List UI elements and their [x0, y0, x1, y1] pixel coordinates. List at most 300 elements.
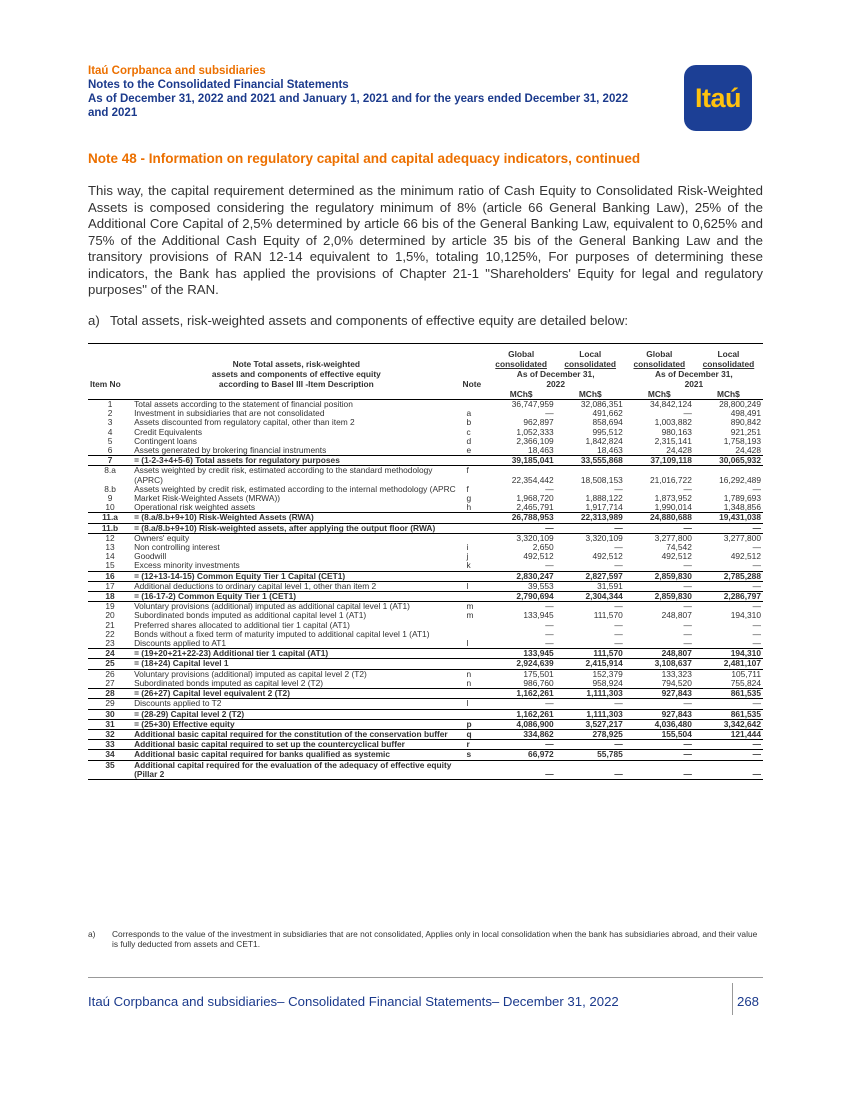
value-cell: 861,535 [694, 689, 763, 699]
note-title: Note 48 - Information on regulatory capital and capital adequacy indicators, continued [88, 151, 641, 166]
value-cell: 133,945 [523, 610, 554, 621]
item-description: = (28-29) Capital level 2 (T2) [132, 709, 460, 719]
item-number: 28 [88, 689, 132, 699]
item-note: m [466, 601, 474, 612]
item-number: 13 [105, 542, 115, 553]
value-cell: 3,108,637 [625, 659, 694, 669]
col3-header-a: Global [646, 349, 673, 359]
value-cell: 111,570 [556, 649, 625, 659]
value-cell: 958,924 [556, 679, 625, 689]
value-cell: 2,827,597 [556, 571, 625, 581]
col1-header-b: consolidated [495, 359, 547, 369]
item-description: Subordinated bonds imputed as capital level 2 (T2) [132, 679, 460, 689]
value-cell: 22,313,989 [556, 513, 625, 523]
value-cell: — [625, 523, 694, 533]
col2-header-a: Local [579, 349, 602, 359]
value-cell: — [625, 699, 694, 709]
value-cell: 3,320,109 [585, 532, 623, 543]
value-cell: — [487, 523, 556, 533]
value-cell: — [545, 628, 554, 639]
value-cell: 334,862 [487, 729, 556, 739]
item-note [461, 571, 487, 581]
item-note: j [466, 551, 469, 562]
item-description: = (8.a/8.b+9+10) Risk-Weighted Assets (RWA) [132, 513, 460, 523]
item-note: q [461, 729, 487, 739]
value-cell: 3,527,217 [556, 719, 625, 729]
value-cell: 1,758,193 [723, 435, 761, 446]
value-cell: — [487, 639, 556, 649]
item-number: 5 [107, 435, 113, 446]
item-number: 29 [88, 699, 132, 709]
item-note [461, 630, 487, 639]
itau-logo [684, 65, 752, 131]
item-number: 14 [105, 551, 115, 562]
item-number: 31 [88, 719, 132, 729]
value-cell: 491,662 [592, 408, 623, 419]
item-note [461, 709, 487, 719]
item-no-header: Item No [90, 379, 121, 389]
page-number: 268 [737, 994, 760, 1009]
header-period-cont: and 2021 [88, 107, 138, 119]
item-note: f [466, 465, 469, 476]
value-cell: — [752, 542, 761, 553]
item-number: 25 [88, 659, 132, 669]
table-row [88, 719, 763, 729]
value-cell: 3,277,800 [723, 532, 761, 543]
value-cell: 278,925 [556, 729, 625, 739]
value-cell: 1,873,952 [654, 493, 692, 504]
value-cell: — [614, 628, 623, 639]
capital-table-container [88, 343, 763, 780]
header-subtitle: Notes to the Consolidated Financial Statements [88, 79, 349, 91]
item-note: b [466, 417, 472, 428]
item-note: l [461, 639, 487, 649]
table-row [88, 581, 763, 591]
value-cell: 19,431,038 [694, 513, 763, 523]
value-cell: 2,785,288 [694, 571, 763, 581]
table-row [88, 760, 763, 779]
item-description: Additional basic capital required for the constitution of the conservation buffer [132, 729, 460, 739]
desc-header-l1: Note Total assets, risk-weighted [132, 344, 460, 370]
item-number: 11.a [88, 513, 132, 523]
value-cell: 152,379 [592, 668, 623, 679]
table-row [88, 709, 763, 719]
item-note [461, 533, 487, 543]
col2-header-b: consolidated [564, 359, 617, 369]
value-cell: 32,086,351 [580, 399, 623, 409]
value-cell: 2,859,830 [625, 592, 694, 602]
item-note [461, 513, 487, 523]
value-cell: — [683, 619, 692, 630]
table-row [88, 649, 763, 659]
item-note [461, 659, 487, 669]
item-description: Additional capital required for the evaluation of the adequacy of effective equity (Pillar 2 [132, 760, 460, 779]
body-paragraph: This way, the capital requirement determined as the minimum ratio of Cash Equity to Consolidated Risk-Weighted Assets is composed considering the regulatory minimum of 8% (article 66 General Banking Law), 25% of the Additional Core Capital of 2,5% determined by article 66 bis of the General Banking Law, equivalent to 0,625% and 75% of the Additional Cash Equity of 2,0% determined by article 35 bis of the General Banking Law and the transitory provisions of RAN 12-14 equivalent to 1,5%, totaling 10,125%, For purposes of determining these indicators, the Bank has applied the provisions of Chapter 21-1 "Shareholders' Equity for legal and regulatory purposes" of the RAN. [88, 183, 763, 297]
item-description: Assets generated by brokering financial instruments [132, 446, 460, 456]
value-cell: 492,512 [592, 551, 623, 562]
table-row [88, 592, 763, 602]
value-cell: — [683, 628, 692, 639]
value-cell: — [683, 601, 692, 612]
value-cell: 794,520 [625, 679, 694, 689]
value-cell: — [694, 523, 763, 533]
value-cell: — [625, 639, 694, 649]
value-cell: 1,162,261 [487, 709, 556, 719]
value-cell: 2,790,694 [487, 592, 556, 602]
value-cell: — [625, 750, 694, 760]
item-note: c [466, 426, 471, 437]
value-cell: — [694, 760, 763, 779]
value-cell: 22,354,442 [511, 474, 554, 485]
item-number: 21 [105, 619, 115, 630]
item-description: Total assets according to the statement of financial position [134, 399, 353, 409]
value-cell: 30,065,932 [694, 456, 763, 466]
item-number: 26 [105, 668, 115, 679]
item-description: Non controlling interest [134, 542, 220, 553]
value-cell: 34,842,124 [649, 399, 692, 409]
unit-col3: MCh$ [625, 389, 694, 400]
item-number: 32 [88, 729, 132, 739]
value-cell: — [545, 408, 554, 419]
item-number: 1 [107, 399, 113, 409]
item-description: Discounts applied to AT1 [132, 639, 460, 649]
value-cell: 66,972 [487, 750, 556, 760]
item-number: 23 [88, 639, 132, 649]
value-cell: 1,052,333 [516, 426, 554, 437]
table-row [88, 571, 763, 581]
value-cell: 2,465,791 [487, 503, 556, 513]
value-cell: 21,016,722 [649, 474, 692, 485]
item-description: Preferred shares allocated to additional tier 1 capital (AT1) [134, 619, 350, 630]
value-cell: — [487, 699, 556, 709]
item-number: 10 [88, 503, 132, 513]
item-description: Discounts applied to T2 [132, 699, 460, 709]
value-cell: — [752, 619, 761, 630]
item-description: Market Risk-Weighted Assets (MRWA)) [134, 493, 281, 504]
value-cell: 2,315,141 [654, 435, 692, 446]
value-cell: — [556, 639, 625, 649]
item-note [461, 456, 487, 466]
col1-header-a: Global [508, 349, 535, 359]
item-description: = (1-2-3+4+5-6) Total assets for regulatory purposes [132, 456, 460, 466]
value-cell: — [614, 542, 623, 553]
item-number: 27 [88, 679, 132, 689]
table-row [88, 659, 763, 669]
value-cell: 31,591 [556, 581, 625, 591]
value-cell: 194,310 [730, 610, 761, 621]
value-cell: 861,535 [694, 709, 763, 719]
table-row [88, 456, 763, 466]
value-cell: 1,990,014 [625, 503, 694, 513]
item-number: 22 [105, 628, 115, 639]
item-description: Additional basic capital required to set up the countercyclical buffer [132, 740, 460, 750]
item-note [461, 523, 487, 533]
value-cell: 24,428 [694, 446, 763, 456]
value-cell: — [694, 750, 763, 760]
value-cell: 858,694 [592, 417, 623, 428]
item-description: Credit Equivalents [134, 426, 203, 437]
item-number: 17 [88, 581, 132, 591]
footer-divider [88, 977, 763, 978]
item-description: Voluntary provisions (additional) imputed as capital level 2 (T2) [134, 668, 367, 679]
item-description: Investment in subsidiaries that are not consolidated [134, 408, 325, 419]
intro-text: Total assets, risk-weighted assets and components of effective equity are detailed below: [110, 313, 629, 328]
value-cell: — [614, 619, 623, 630]
value-cell: 133,323 [661, 668, 692, 679]
table-row [88, 750, 763, 760]
value-cell: — [683, 408, 692, 419]
item-description: Owners' equity [134, 532, 190, 543]
value-cell: 33,555,868 [556, 456, 625, 466]
item-note: h [461, 503, 487, 513]
item-number: 15 [88, 561, 132, 571]
capital-table-body [88, 400, 763, 780]
item-note: a [466, 408, 472, 419]
value-cell: 4,036,480 [625, 719, 694, 729]
value-cell: 980,163 [661, 426, 692, 437]
footer-separator [732, 983, 733, 1015]
table-row [88, 699, 763, 709]
value-cell: — [545, 619, 554, 630]
value-cell: 2,830,247 [487, 571, 556, 581]
value-cell: 248,807 [661, 610, 692, 621]
value-cell: 4,086,900 [487, 719, 556, 729]
value-cell: 1,348,856 [694, 503, 763, 513]
item-note: l [461, 699, 487, 709]
value-cell: 1,789,693 [723, 493, 761, 504]
table-row [88, 513, 763, 523]
value-cell: 3,277,800 [654, 532, 692, 543]
item-note: k [461, 561, 487, 571]
table-row [88, 740, 763, 750]
value-cell: — [694, 639, 763, 649]
value-cell: — [487, 740, 556, 750]
value-cell: — [694, 581, 763, 591]
value-cell: 37,109,118 [625, 456, 694, 466]
item-number: 30 [88, 709, 132, 719]
value-cell: 18,508,153 [580, 474, 623, 485]
item-number: 7 [88, 456, 132, 466]
item-note: i [466, 542, 469, 553]
item-number: 24 [88, 649, 132, 659]
item-description: = (12+13-14-15) Common Equity Tier 1 Capital (CET1) [132, 571, 460, 581]
value-cell: 492,512 [523, 551, 554, 562]
item-description: = (26+27) Capital level equivalent 2 (T2) [132, 689, 460, 699]
value-cell: 2,286,797 [694, 592, 763, 602]
item-number: 35 [88, 760, 132, 779]
value-cell: 24,880,688 [625, 513, 694, 523]
value-cell: 1,842,824 [585, 435, 623, 446]
footnote [88, 929, 763, 949]
value-cell: 1,111,303 [556, 709, 625, 719]
value-cell: 1,111,303 [556, 689, 625, 699]
item-note: d [466, 435, 472, 446]
unit-col2: MCh$ [556, 389, 625, 400]
value-cell: 175,501 [523, 668, 554, 679]
item-number: 16 [88, 571, 132, 581]
value-cell: 1,162,261 [487, 689, 556, 699]
value-cell: 111,570 [593, 610, 623, 621]
value-cell: 927,843 [625, 709, 694, 719]
value-cell: 105,711 [731, 668, 761, 679]
item-note [461, 621, 487, 630]
value-cell: 36,747,959 [511, 399, 554, 409]
value-cell: 248,807 [625, 649, 694, 659]
table-row [88, 466, 763, 485]
note-header: Note [462, 379, 482, 389]
col4-header-b: consolidated [702, 359, 755, 369]
value-cell: 2,304,344 [556, 592, 625, 602]
item-number: 4 [107, 426, 113, 437]
value-cell: — [556, 561, 625, 571]
capital-table [88, 343, 763, 780]
value-cell: 3,342,642 [694, 719, 763, 729]
item-note: s [461, 750, 487, 760]
item-number: 6 [88, 446, 132, 456]
item-number: 2 [107, 408, 113, 419]
value-cell: — [556, 699, 625, 709]
value-cell: — [487, 760, 556, 779]
item-description: Additional deductions to ordinary capital level 1, other than item 2 [132, 581, 460, 591]
value-cell: 1,003,882 [654, 417, 692, 428]
value-cell: 39,553 [487, 581, 556, 591]
item-note: m [466, 610, 474, 621]
value-cell: 1,917,714 [556, 503, 625, 513]
value-cell: 2,650 [532, 542, 554, 553]
value-cell: 2,366,109 [516, 435, 554, 446]
item-number: 8.a [104, 465, 116, 476]
item-description: = (8.a/8.b+9+10) Risk-weighted assets, after applying the output floor (RWA) [132, 523, 460, 533]
value-cell: 1,888,122 [585, 493, 623, 504]
item-note: r [461, 740, 487, 750]
value-cell: — [556, 523, 625, 533]
value-cell: 28,800,249 [719, 399, 761, 409]
value-cell: — [556, 760, 625, 779]
item-note: g [466, 493, 472, 504]
item-description: Assets weighted by credit risk, estimated according to the internal methodology (APRC [134, 483, 456, 494]
table-row [88, 523, 763, 533]
item-description: Additional basic capital required for banks qualified as systemic [132, 750, 460, 760]
value-cell: 194,310 [694, 649, 763, 659]
item-description: = (25+30) Effective equity [132, 719, 460, 729]
value-cell: — [683, 483, 692, 494]
item-note: n [466, 668, 472, 679]
value-cell: 18,463 [487, 446, 556, 456]
year-2022: 2022 [546, 379, 565, 389]
item-number: 8.b [104, 483, 116, 494]
value-cell: — [545, 601, 554, 612]
asof-2022: As of December 31, [516, 369, 595, 379]
value-cell: 24,428 [625, 446, 694, 456]
value-cell: — [625, 581, 694, 591]
col4-header-a: Local [717, 349, 740, 359]
item-description: Excess minority investments [132, 561, 460, 571]
item-description: Subordinated bonds imputed as additional capital level 1 (AT1) [134, 610, 367, 621]
item-note [461, 760, 487, 779]
value-cell: 74,542 [666, 542, 692, 553]
item-note: e [461, 446, 487, 456]
value-cell: 55,785 [556, 750, 625, 760]
item-description: Bonds without a fixed term of maturity imputed to additional capital level 1 (AT1) [134, 628, 430, 639]
table-intro [88, 313, 763, 328]
value-cell: 3,320,109 [516, 532, 554, 543]
value-cell: — [625, 740, 694, 750]
value-cell: 16,292,489 [719, 474, 761, 485]
item-note: n [461, 679, 487, 689]
value-cell: — [614, 483, 623, 494]
value-cell: 492,512 [661, 551, 692, 562]
table-row [88, 729, 763, 739]
intro-label: a) [88, 313, 100, 328]
value-cell: — [556, 740, 625, 750]
document-header [88, 64, 688, 120]
item-note: l [461, 581, 487, 591]
value-cell: — [694, 740, 763, 750]
value-cell: 755,824 [694, 679, 763, 689]
value-cell: 890,842 [730, 417, 761, 428]
table-row [88, 561, 763, 571]
value-cell: 921,251 [730, 426, 761, 437]
item-description: = (18+24) Capital level 1 [132, 659, 460, 669]
value-cell: 1,968,720 [516, 493, 554, 504]
item-number: 9 [107, 493, 113, 504]
unit-col1: MCh$ [487, 389, 556, 400]
value-cell: 155,504 [625, 729, 694, 739]
value-cell: 26,788,953 [487, 513, 556, 523]
value-cell: — [694, 561, 763, 571]
item-number: 3 [107, 417, 113, 428]
value-cell: — [614, 601, 623, 612]
logo-text: Itaú [694, 82, 741, 113]
value-cell: 2,859,830 [625, 571, 694, 581]
item-note [461, 400, 487, 410]
item-description: Assets weighted by credit risk, estimated according to the standard methodology (APRC) [134, 465, 433, 485]
footnote-text: Corresponds to the value of the investment in subsidiaries that are not consolidated, Applies only in local consolidation when the bank has subsidiaries abroad, and their value is fully deducted from assets and CET1. [112, 929, 758, 949]
item-description: Goodwill [134, 551, 167, 562]
item-description: Voluntary provisions (additional) imputed as additional capital level 1 (AT1) [134, 601, 410, 612]
item-number: 34 [88, 750, 132, 760]
item-number: 19 [105, 601, 115, 612]
value-cell: 492,512 [730, 551, 761, 562]
value-cell: — [625, 561, 694, 571]
item-note: p [461, 719, 487, 729]
value-cell: 995,512 [592, 426, 623, 437]
footnote-label: a) [88, 929, 96, 939]
col3-header-b: consolidated [633, 359, 686, 369]
item-note: f [466, 483, 469, 494]
value-cell: 121,444 [694, 729, 763, 739]
value-cell: 39,185,041 [487, 456, 556, 466]
item-number: 33 [88, 740, 132, 750]
item-description: Operational risk weighted assets [132, 503, 460, 513]
header-period: As of December 31, 2022 and 2021 and January 1, 2021 and for the years ended December 31, 2022 [88, 93, 629, 105]
value-cell: 2,924,639 [487, 659, 556, 669]
item-description: = (19+20+21+22-23) Additional tier 1 capital (AT1) [132, 649, 460, 659]
company-name: Itaú Corpbanca and subsidiaries [88, 65, 266, 77]
value-cell: 927,843 [625, 689, 694, 699]
value-cell: — [694, 699, 763, 709]
value-cell: — [752, 483, 761, 494]
asof-2021: As of December 31, [655, 369, 733, 379]
table-row [88, 689, 763, 699]
item-number: 18 [88, 592, 132, 602]
item-description: Contingent loans [134, 435, 197, 446]
desc-header-l3: according to Basel III -Item Description [218, 379, 374, 389]
value-cell: — [545, 483, 554, 494]
item-description: Assets discounted from regulatory capital, other than item 2 [134, 417, 355, 428]
value-cell: 2,415,914 [556, 659, 625, 669]
value-cell: — [625, 760, 694, 779]
